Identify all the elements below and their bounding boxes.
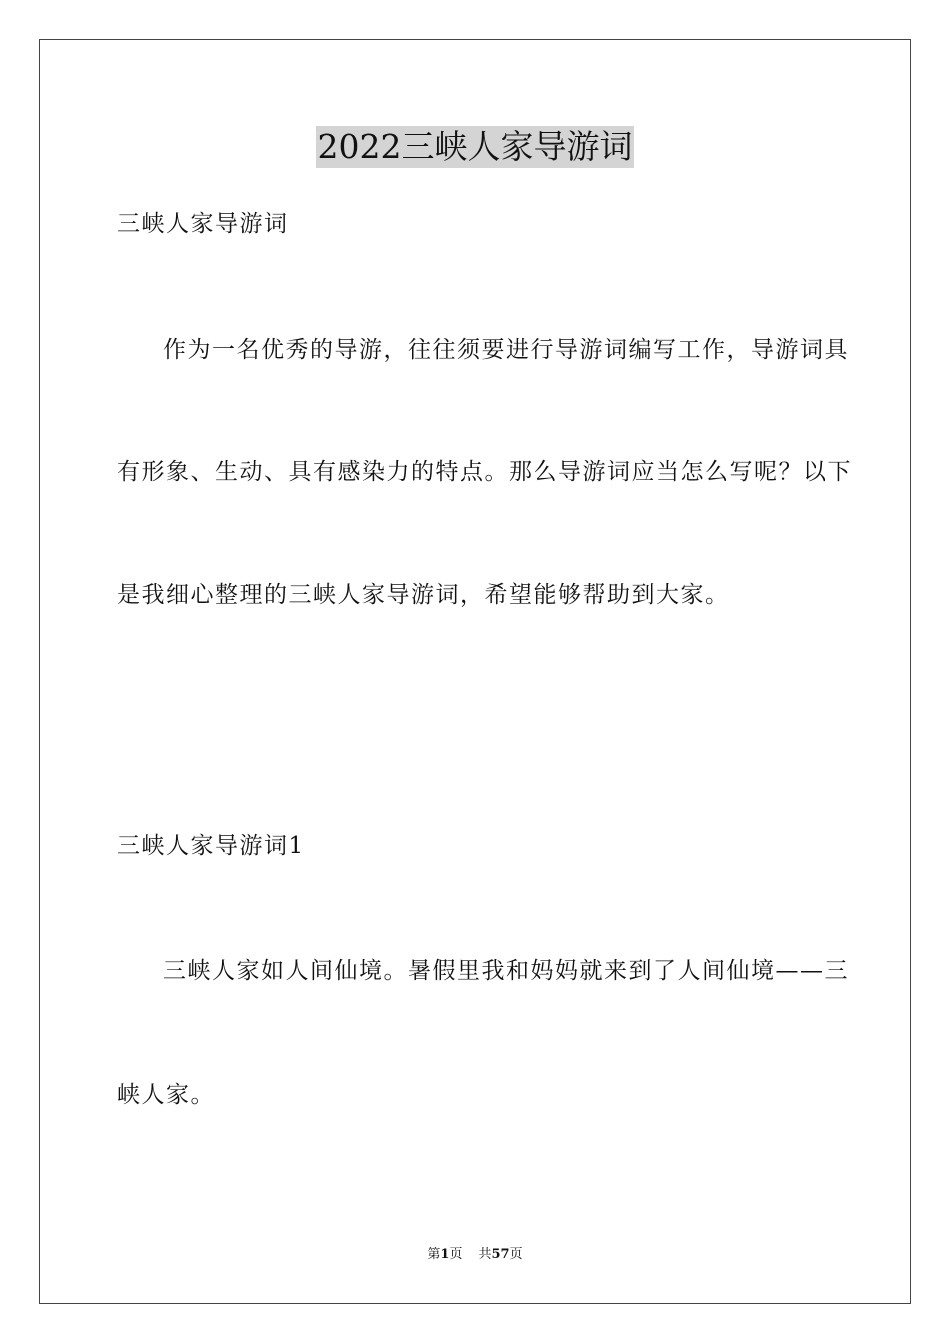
paragraph-2-line-1: 三峡人家如人间仙境。暑假里我和妈妈就来到了人间仙境——三 <box>163 958 849 984</box>
section-1-heading: 三峡人家导游词1 <box>117 833 305 859</box>
document-title: 2022三峡人家导游词 <box>317 127 633 166</box>
paragraph-1-line-2: 有形象、生动、具有感染力的特点。那么导游词应当怎么写呢？以下 <box>117 459 852 485</box>
paragraph-2-line-2: 峡人家。 <box>117 1082 215 1108</box>
footer-total-suffix: 页 <box>509 1247 523 1262</box>
paragraph-1-line-3: 是我细心整理的三峡人家导游词，希望能够帮助到大家。 <box>117 582 730 608</box>
page-footer <box>0 1246 950 1264</box>
footer-page-prefix: 第 <box>427 1247 441 1262</box>
paragraph-1-line-1: 作为一名优秀的导游，往往须要进行导游词编写工作，导游词具 <box>163 337 849 363</box>
document-subtitle: 三峡人家导游词 <box>117 211 289 237</box>
footer-page-suffix: 页 <box>449 1247 463 1262</box>
title-container <box>0 126 950 168</box>
footer-total-prefix: 共 <box>478 1247 492 1262</box>
footer-total-pages: 57 <box>491 1247 510 1262</box>
footer-page-number: 1 <box>440 1247 450 1262</box>
